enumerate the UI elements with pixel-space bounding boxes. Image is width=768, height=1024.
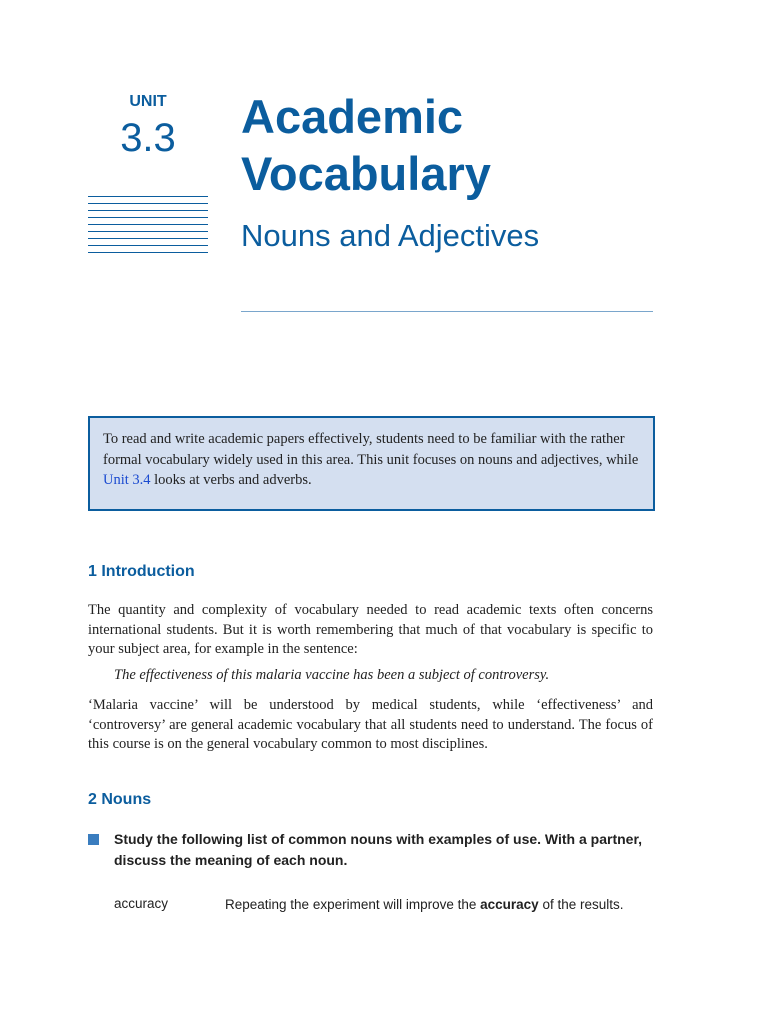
section-heading-introduction: 1 Introduction [88, 563, 195, 580]
task-text: Study the following list of common nouns with examples of use. With a partner, discuss the meaning of each noun. [114, 831, 643, 868]
task-square-icon [88, 834, 99, 845]
vocab-term: accuracy [114, 896, 169, 911]
unit-number: 3.3 [120, 116, 176, 160]
intro-text-before: To read and write academic papers effectively, students need to be familiar with the rather formal vocabulary widely used in this area. This unit focuses on nouns and adjectives, while [103, 431, 639, 468]
example-sentence: The effectiveness of this malaria vaccine has been a subject of controversy. [114, 667, 550, 683]
page-title [241, 88, 491, 202]
vocab-def-bold: accuracy [480, 897, 539, 912]
title-line-1: Academic [241, 90, 464, 143]
unit-decorative-lines [88, 196, 208, 259]
intro-paragraph-1: The quantity and complexity of vocabulary needed to read academic texts often concerns international students. But it is worth remembering that much of that vocabulary is specific to your subject area, for example in the sentence: [88, 602, 653, 657]
title-line-2: Vocabulary [241, 147, 491, 200]
vocab-definition [225, 896, 625, 914]
page-subtitle: Nouns and Adjectives [241, 218, 540, 253]
unit-link[interactable]: Unit 3.4 [103, 472, 151, 488]
vocab-def-before: Repeating the experiment will improve the [225, 897, 481, 912]
intro-box [88, 416, 655, 511]
task-instruction [88, 829, 653, 871]
intro-paragraph-2: ‘Malaria vaccine’ will be understood by medical students, while ‘effectiveness’ and ‘controversy’ are general academic vocabulary that all students need to understand. The focus of this course is on the general vocabulary common to most disciplines. [88, 697, 653, 752]
vocab-def-after: of the results. [538, 897, 624, 912]
section-heading-nouns: 2 Nouns [88, 791, 152, 808]
unit-label: UNIT [129, 93, 167, 110]
title-divider [241, 311, 653, 312]
intro-text-after: looks at verbs and adverbs. [150, 472, 312, 488]
